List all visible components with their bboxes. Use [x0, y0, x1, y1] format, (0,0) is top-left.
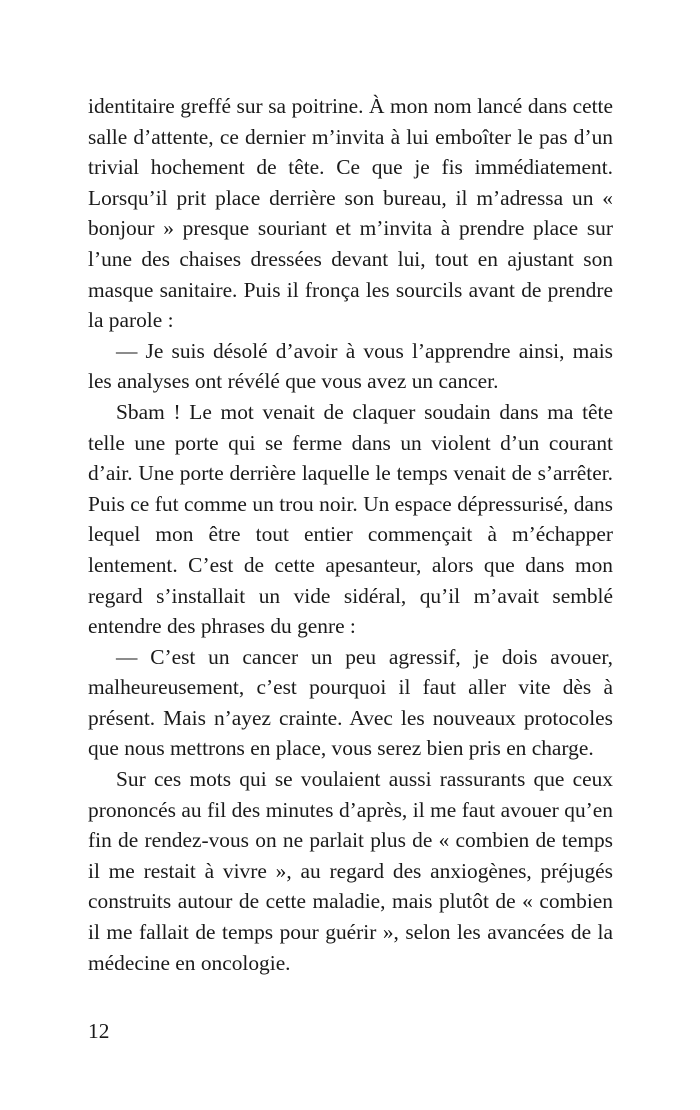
- page-number: 12: [88, 1019, 110, 1043]
- paragraph-continued: identitaire greffé sur sa poitrine. À mon nom lancé dans cette salle d’attente, ce dernier m’invita à lui emboîter le pas d’un trivial hochement de tête. Ce que je fis immédiatement. Lorsqu’il prit place derrière son bureau, il m’adressa un « bonjour » presque souriant et m’invita à prendre place sur l’une des chaises dressées devant lui, tout en ajustant son masque sanitaire. Puis il fronça les sourcils avant de prendre la parole :: [88, 94, 613, 333]
- paragraph-reaction: Sbam ! Le mot venait de claquer soudain dans ma tête telle une porte qui se ferme dans un violent d’un courant d’air. Une porte derrière laquelle le temps venait de s’arrêter. Puis ce fut comme un trou noir. Un espace dépressurisé, dans lequel mon être tout entier commençait à m’échapper lentement. C’est de cette apesanteur, alors que dans mon regard s’installait un vide sidéral, qu’il m’avait semblé entendre des phrases du genre :: [88, 399, 613, 639]
- paragraph-conclusion: Sur ces mots qui se voulaient aussi rassurants que ceux prononcés au fil des minutes d’après, il me faut avouer qu’en fin de rendez-vous on ne parlait plus de « combien de temps il me restait à vivre », au regard des anxiogènes, préjugés construits autour de cette maladie, mais plutôt de « combien il me fallait de temps pour guérir », selon les avancées de la médecine en oncologie.: [88, 767, 613, 975]
- page-body: [88, 91, 613, 978]
- dialogue-doctor-diagnosis: — Je suis désolé d’avoir à vous l’apprendre ainsi, mais les analyses ont révélé que vous avez un cancer.: [88, 338, 613, 394]
- dialogue-doctor-reassurance: — C’est un cancer un peu agressif, je dois avouer, malheureusement, c’est pourquoi il faut aller vite dès à présent. Mais n’ayez crainte. Avec les nouveaux protocoles que nous mettrons en place, vous serez bien pris en charge.: [88, 644, 613, 761]
